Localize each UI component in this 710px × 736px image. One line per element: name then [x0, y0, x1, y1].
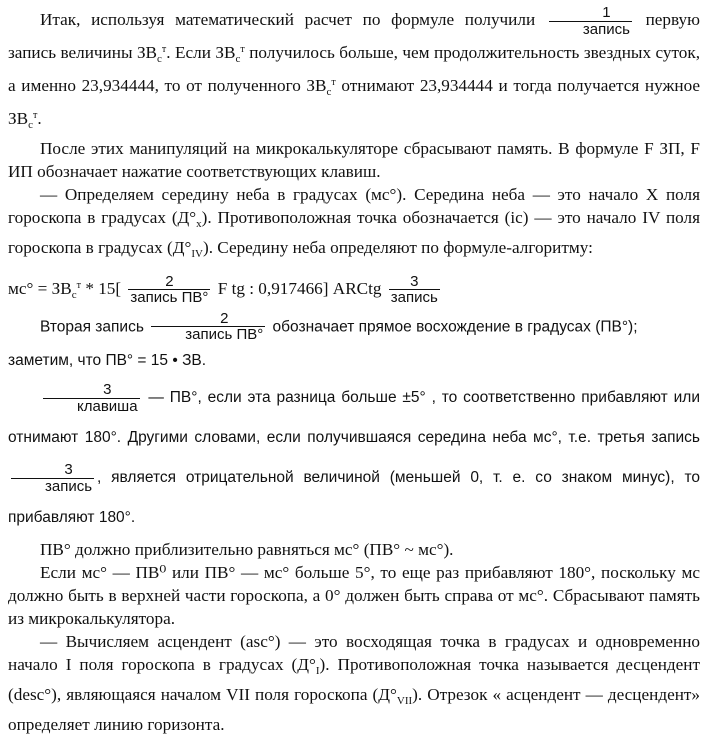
text: ). Середину неба определяют по формуле-алгоритму: — [202, 237, 593, 257]
paragraph-2: После этих манипуляций на микрокалькуляторе сбрасывают память. В формуле F ЗП, F ИП обозначает нажатие соответствующих клавиш. — [8, 138, 700, 181]
fraction-3-over-zapis — [11, 462, 94, 495]
fraction-1-over-zapis — [549, 5, 632, 38]
text: — ПВ°, если эта разница больше ±5° , то соответственно прибавляют или отнимают 180°. Другими словами, если получившаяся середина неба мс°, т.е. третья запись — [8, 389, 700, 447]
text: . — [37, 108, 42, 128]
paragraph-1 — [8, 5, 700, 137]
subscript: с — [71, 288, 77, 301]
paragraph-7: ПВ° должно приблизительно равняться мс° (ПВ° ~ мс°). — [40, 540, 454, 560]
subscript: с — [28, 118, 33, 131]
text: . Если ЗВ — [166, 42, 236, 62]
fraction-denominator: запись ПВ° — [130, 289, 209, 307]
text: , является отрицательной величиной (меньшей 0, т. е. со знаком минус), то прибавляют 180°. — [8, 469, 700, 527]
subscript: с — [326, 85, 332, 98]
text: — Определяем середину неба в градусах (мс°). Середина неба — это начало X поля гороскопа в градусах (Д° — [8, 184, 700, 227]
superscript: т — [331, 76, 336, 88]
fraction-denominator: запись — [390, 289, 438, 307]
paragraph-3 — [8, 183, 700, 266]
fraction-denominator: клавиша — [77, 397, 138, 415]
fraction-denominator: запись ПВ° — [185, 326, 264, 344]
text: получилось больше, чем продолжительность звездных суток, а именно 23,934444, то от полученного ЗВ — [8, 42, 701, 95]
fraction-2-over-zapis-pv — [128, 274, 210, 307]
text: отнимают 23,934444 и тогда получается нужное ЗВ — [8, 75, 700, 128]
fraction-3-over-klavisha — [43, 382, 140, 415]
paragraph-9 — [8, 630, 700, 736]
text: мс° = ЗВ — [8, 278, 72, 298]
paragraph-4 — [8, 311, 700, 344]
subscript: с — [235, 52, 241, 65]
text: Вторая запись — [40, 318, 144, 336]
fraction-numerator: 2 — [151, 311, 265, 328]
paragraph-6 — [8, 378, 700, 538]
fraction-denominator: запись — [582, 20, 630, 38]
fraction-numerator: 3 — [43, 382, 140, 399]
subscript: с — [157, 52, 162, 65]
superscript: т — [240, 43, 245, 55]
text: * 15[ — [85, 278, 122, 298]
superscript: т — [76, 279, 82, 291]
fraction-numerator: 1 — [549, 5, 632, 22]
superscript: т — [32, 109, 38, 121]
formula-mc — [8, 274, 700, 307]
subscript: I — [315, 665, 320, 678]
fraction-2-over-zapis-pv — [151, 311, 265, 344]
fraction-3-over-zapis — [389, 274, 440, 307]
text: обозначает прямое восхождение в градусах (ПВ°); — [272, 318, 638, 336]
fraction-denominator: запись — [45, 477, 93, 495]
text: F tg : 0,917466] ARCtg — [217, 278, 382, 298]
fraction-numerator: 3 — [389, 274, 440, 291]
text: — Вычисляем асцендент (asc°) — это восходящая точка в градусах и одновременно начало I поля гороскопа в градусах (Д° — [8, 632, 700, 675]
text: ). Противоположная точка называется десцендент (desc°), являющаяся началом VII поля гороскопа (Д° — [8, 655, 700, 705]
paragraph-5: заметим, что ПВ° = 15 • ЗВ. — [8, 352, 207, 370]
subscript: х — [196, 217, 202, 230]
text: ). Противоположная точка обозначается (ic) — это начало IV поля гороскопа в градусах (Д° — [8, 207, 700, 257]
subscript: IV — [191, 247, 203, 260]
text: Итак, используя математический расчет по формуле получили — [40, 10, 536, 30]
superscript: т — [161, 43, 167, 55]
text: первую запись величины ЗВ — [8, 10, 700, 62]
fraction-numerator: 2 — [128, 274, 210, 291]
subscript: VII — [396, 695, 413, 708]
text: ). Отрезок « асцендент — десцендент» определяет линию горизонта. — [8, 685, 701, 735]
paragraph-8: Если мс° — ПВ⁰ или ПВ° — мс° больше 5°, то еще раз прибавляют 180°, поскольку мс должно быть в верхней части гороскопа, а 0° должен быть справа от мс°. Сбрасывают память из микрокалькулятора. — [8, 563, 700, 629]
fraction-numerator: 3 — [11, 462, 94, 479]
